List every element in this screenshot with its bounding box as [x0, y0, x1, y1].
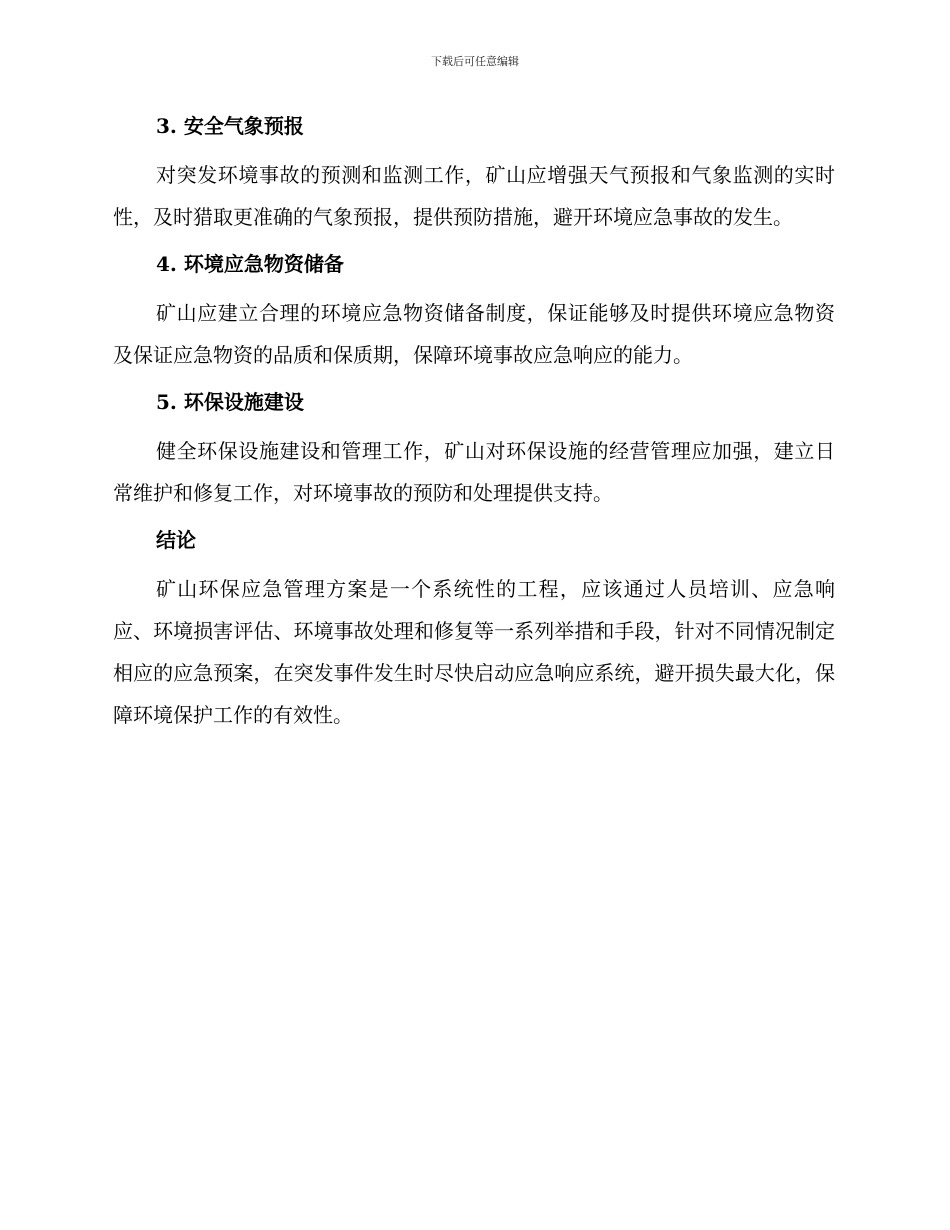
section-safety-weather-forecast	[113, 110, 835, 238]
section-paragraph: 对突发环境事故的预测和监测工作，矿山应增强天气预报和气象监测的实时性，及时猎取更准确的气象预报，提供预防措施，避开环境应急事故的发生。	[113, 163, 835, 229]
section-environmental-facilities	[113, 386, 835, 514]
section-heading: 3. 安全气象预报	[156, 114, 304, 138]
section-heading: 结论	[156, 528, 196, 552]
section-paragraph: 矿山应建立合理的环境应急物资储备制度，保证能够及时提供环境应急物资及保证应急物资的品质和保质期，保障环境事故应急响应的能力。	[113, 301, 835, 367]
section-emergency-supplies	[113, 248, 835, 376]
section-paragraph: 健全环保设施建设和管理工作，矿山对环保设施的经营管理应加强，建立日常维护和修复工作，对环境事故的预防和处理提供支持。	[113, 439, 835, 505]
section-paragraph: 矿山环保应急管理方案是一个系统性的工程，应该通过人员培训、应急响应、环境损害评估、环境事故处理和修复等一系列举措和手段，针对不同情况制定相应的应急预案，在突发事件发生时尽快启动应急响应系统，避开损失最大化，保障环境保护工作的有效性。	[113, 577, 835, 727]
section-heading: 4. 环境应急物资储备	[156, 252, 344, 276]
page-header: 下载后可任意编辑	[431, 55, 519, 68]
section-heading: 5. 环保设施建设	[156, 390, 304, 414]
section-conclusion	[113, 524, 835, 736]
document-content	[113, 110, 835, 746]
